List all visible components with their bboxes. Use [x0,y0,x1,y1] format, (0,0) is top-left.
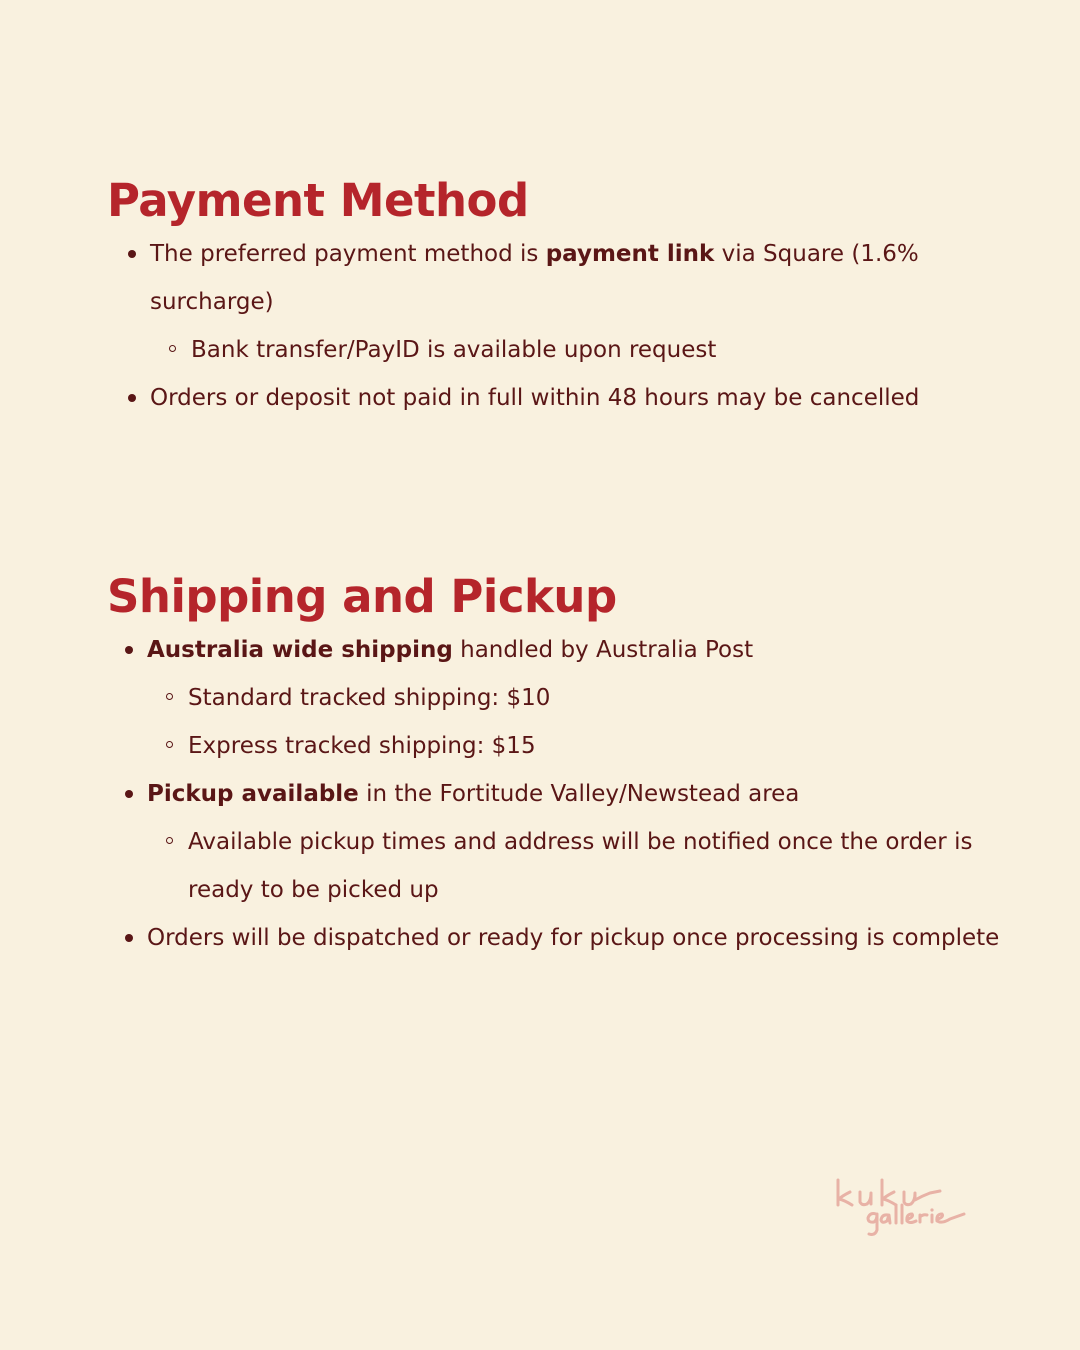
bullet-icon [125,646,133,654]
item-text: Orders or deposit not paid in full within 48 hours may be cancelled [150,385,920,411]
bullet-icon [125,790,133,798]
list-item [107,230,1007,326]
item-text: Bank transfer/PayID is available upon request [191,337,717,363]
list-subitem [107,818,1007,914]
bullet-icon [128,394,136,402]
item-bold-text: payment link [545,241,715,267]
hollow-bullet-icon [166,837,173,844]
item-text: Express tracked shipping: $15 [188,733,536,759]
item-bold-text: Australia wide shipping [147,637,453,663]
hollow-bullet-icon [166,741,173,748]
list-subitem [107,722,1007,770]
bullet-icon [125,934,133,942]
bullet-icon [128,250,136,258]
list-item [107,626,1007,674]
shipping-pickup-section [107,568,1007,962]
list-item [107,914,1007,962]
hollow-bullet-icon [166,693,173,700]
item-text: in the Fortitude Valley/Newstead area [358,781,800,807]
payment-list [107,230,1007,422]
hollow-bullet-icon [169,345,176,352]
payment-method-section [107,172,1007,422]
shipping-pickup-heading: Shipping and Pickup [107,570,617,623]
item-text: Standard tracked shipping: $10 [188,685,551,711]
payment-method-heading: Payment Method [107,174,529,227]
list-item [107,770,1007,818]
item-bold-text: Pickup available [147,781,359,807]
item-text: The preferred payment method is [150,241,546,267]
shipping-list [107,626,1007,962]
item-text: Available pickup times and address will be notified once the order is ready to be picked up [188,829,973,903]
list-subitem [107,674,1007,722]
kuku-gallerie-logo [830,1172,980,1242]
item-text: handled by Australia Post [452,637,754,663]
item-text: via Square (1.6% surcharge) [150,241,919,315]
item-text: Orders will be dispatched or ready for pickup once processing is complete [147,925,1000,951]
list-item [107,374,1007,422]
list-subitem [107,326,1007,374]
